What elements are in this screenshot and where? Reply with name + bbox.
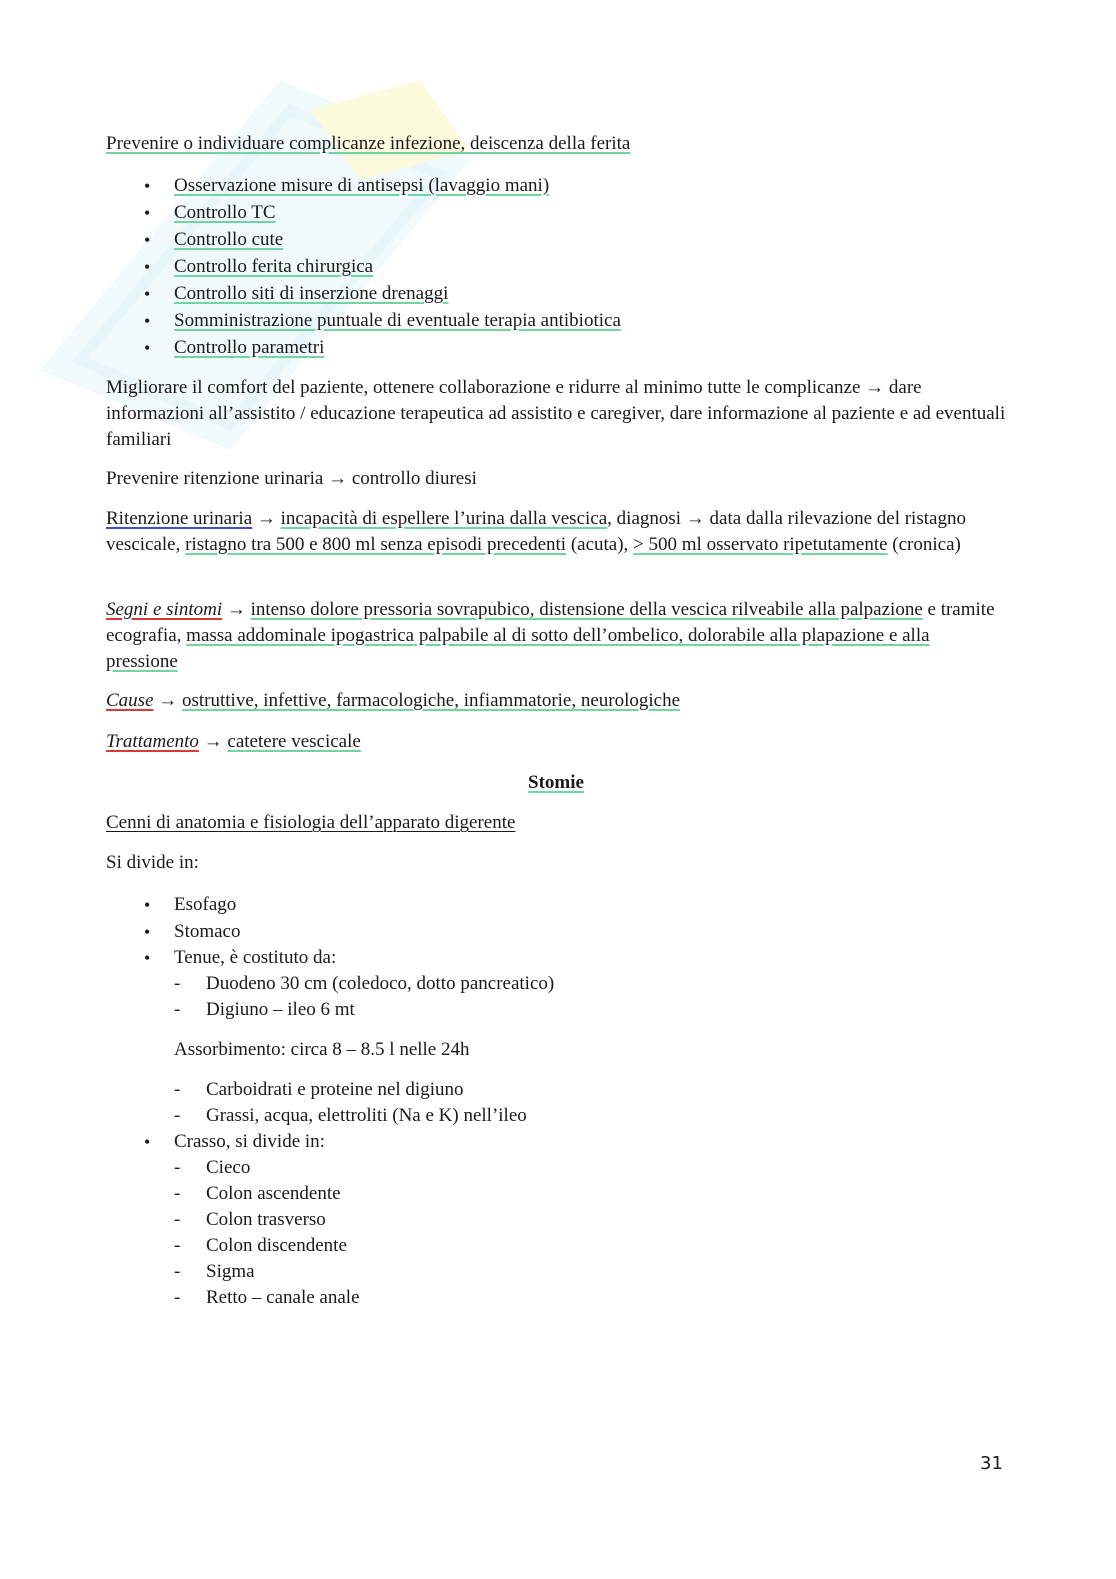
sub-list-item: - Retto – canale anale [206,1285,360,1311]
heading-complicanze: Prevenire o individuare complicanze infezione, deiscenza della ferita [106,133,631,154]
subheading-anatomia: Cenni di anatomia e fisiologia dell’apparato digerente [106,812,516,833]
paragraph-trattamento: Trattamento → catetere vescicale [106,731,361,752]
sub-list-item: - Digiuno – ileo 6 mt [206,997,355,1023]
list-item: • Somministrazione puntuale di eventuale terapia antibiotica [174,308,621,334]
list-item: • Osservazione misure di antisepsi (lavaggio mani) [174,173,549,199]
term-segni: Segni e sintomi [106,599,223,620]
sub-list-item: - Carboidrati e proteine nel digiuno [206,1077,463,1103]
sub-list-item: - Sigma [206,1259,255,1285]
paragraph-si-divide: Si divide in: [106,852,199,873]
paragraph-comfort: Migliorare il comfort del paziente, ottenere collaborazione e ridurre al minimo tutte le complicanze → dare informazioni all’assistito / educazione terapeutica ad assistito e caregiver, dare informazione al paziente e ad eventuali familiari [106,377,1006,450]
list-item: • Tenue, è costituto da: [174,945,336,971]
paragraph-prevenire: Prevenire ritenzione urinaria → controllo diuresi [106,468,477,489]
sub-list-item: - Colon trasverso [206,1207,326,1233]
section-title: Stomie [528,772,584,793]
paragraph-ritenzione: Ritenzione urinaria → incapacità di espellere l’urina dalla vescica, diagnosi → data dalla rilevazione del ristagno vescicale, ristagno tra 500 e 800 ml senza episodi precedenti (acuta), > 500 ml osservato ripetutamente (cronica) [106,508,966,555]
paragraph-assorbimento: Assorbimento: circa 8 – 8.5 l nelle 24h [174,1039,470,1060]
paragraph-segni: Segni e sintomi → intenso dolore pressoria sovrapubico, distensione della vescica rilveabile alla palpazione e tramite ecografia, massa addominale ipogastrica palpabile al di sotto dell’ombelico, dolorabile alla plapazione e alla pressione [106,599,995,672]
paragraph-cause: Cause → ostruttive, infettive, farmacologiche, infiammatorie, neurologiche [106,690,681,711]
list-item: • Controllo TC [174,200,276,226]
sub-list-item: - Colon ascendente [206,1181,341,1207]
sub-list-item: - Cieco [206,1155,250,1181]
term-cause: Cause [106,690,154,711]
sub-list-item: - Grassi, acqua, elettroliti (Na e K) nell’ileo [206,1103,527,1129]
list-item: • Crasso, si divide in: [174,1129,325,1155]
list-item: • Esofago [174,892,236,918]
term-ritenzione: Ritenzione urinaria [106,508,253,529]
sub-list-item: - Duodeno 30 cm (coledoco, dotto pancreatico) [206,971,554,997]
list-item: • Controllo siti di inserzione drenaggi [174,281,448,307]
term-trattamento: Trattamento [106,731,199,752]
list-item: • Controllo parametri [174,335,324,361]
list-item: • Controllo cute [174,227,283,253]
list-item: • Stomaco [174,919,241,945]
list-item: • Controllo ferita chirurgica [174,254,373,280]
page-number: 31 [980,1453,1003,1474]
sub-list-item: - Colon discendente [206,1233,347,1259]
